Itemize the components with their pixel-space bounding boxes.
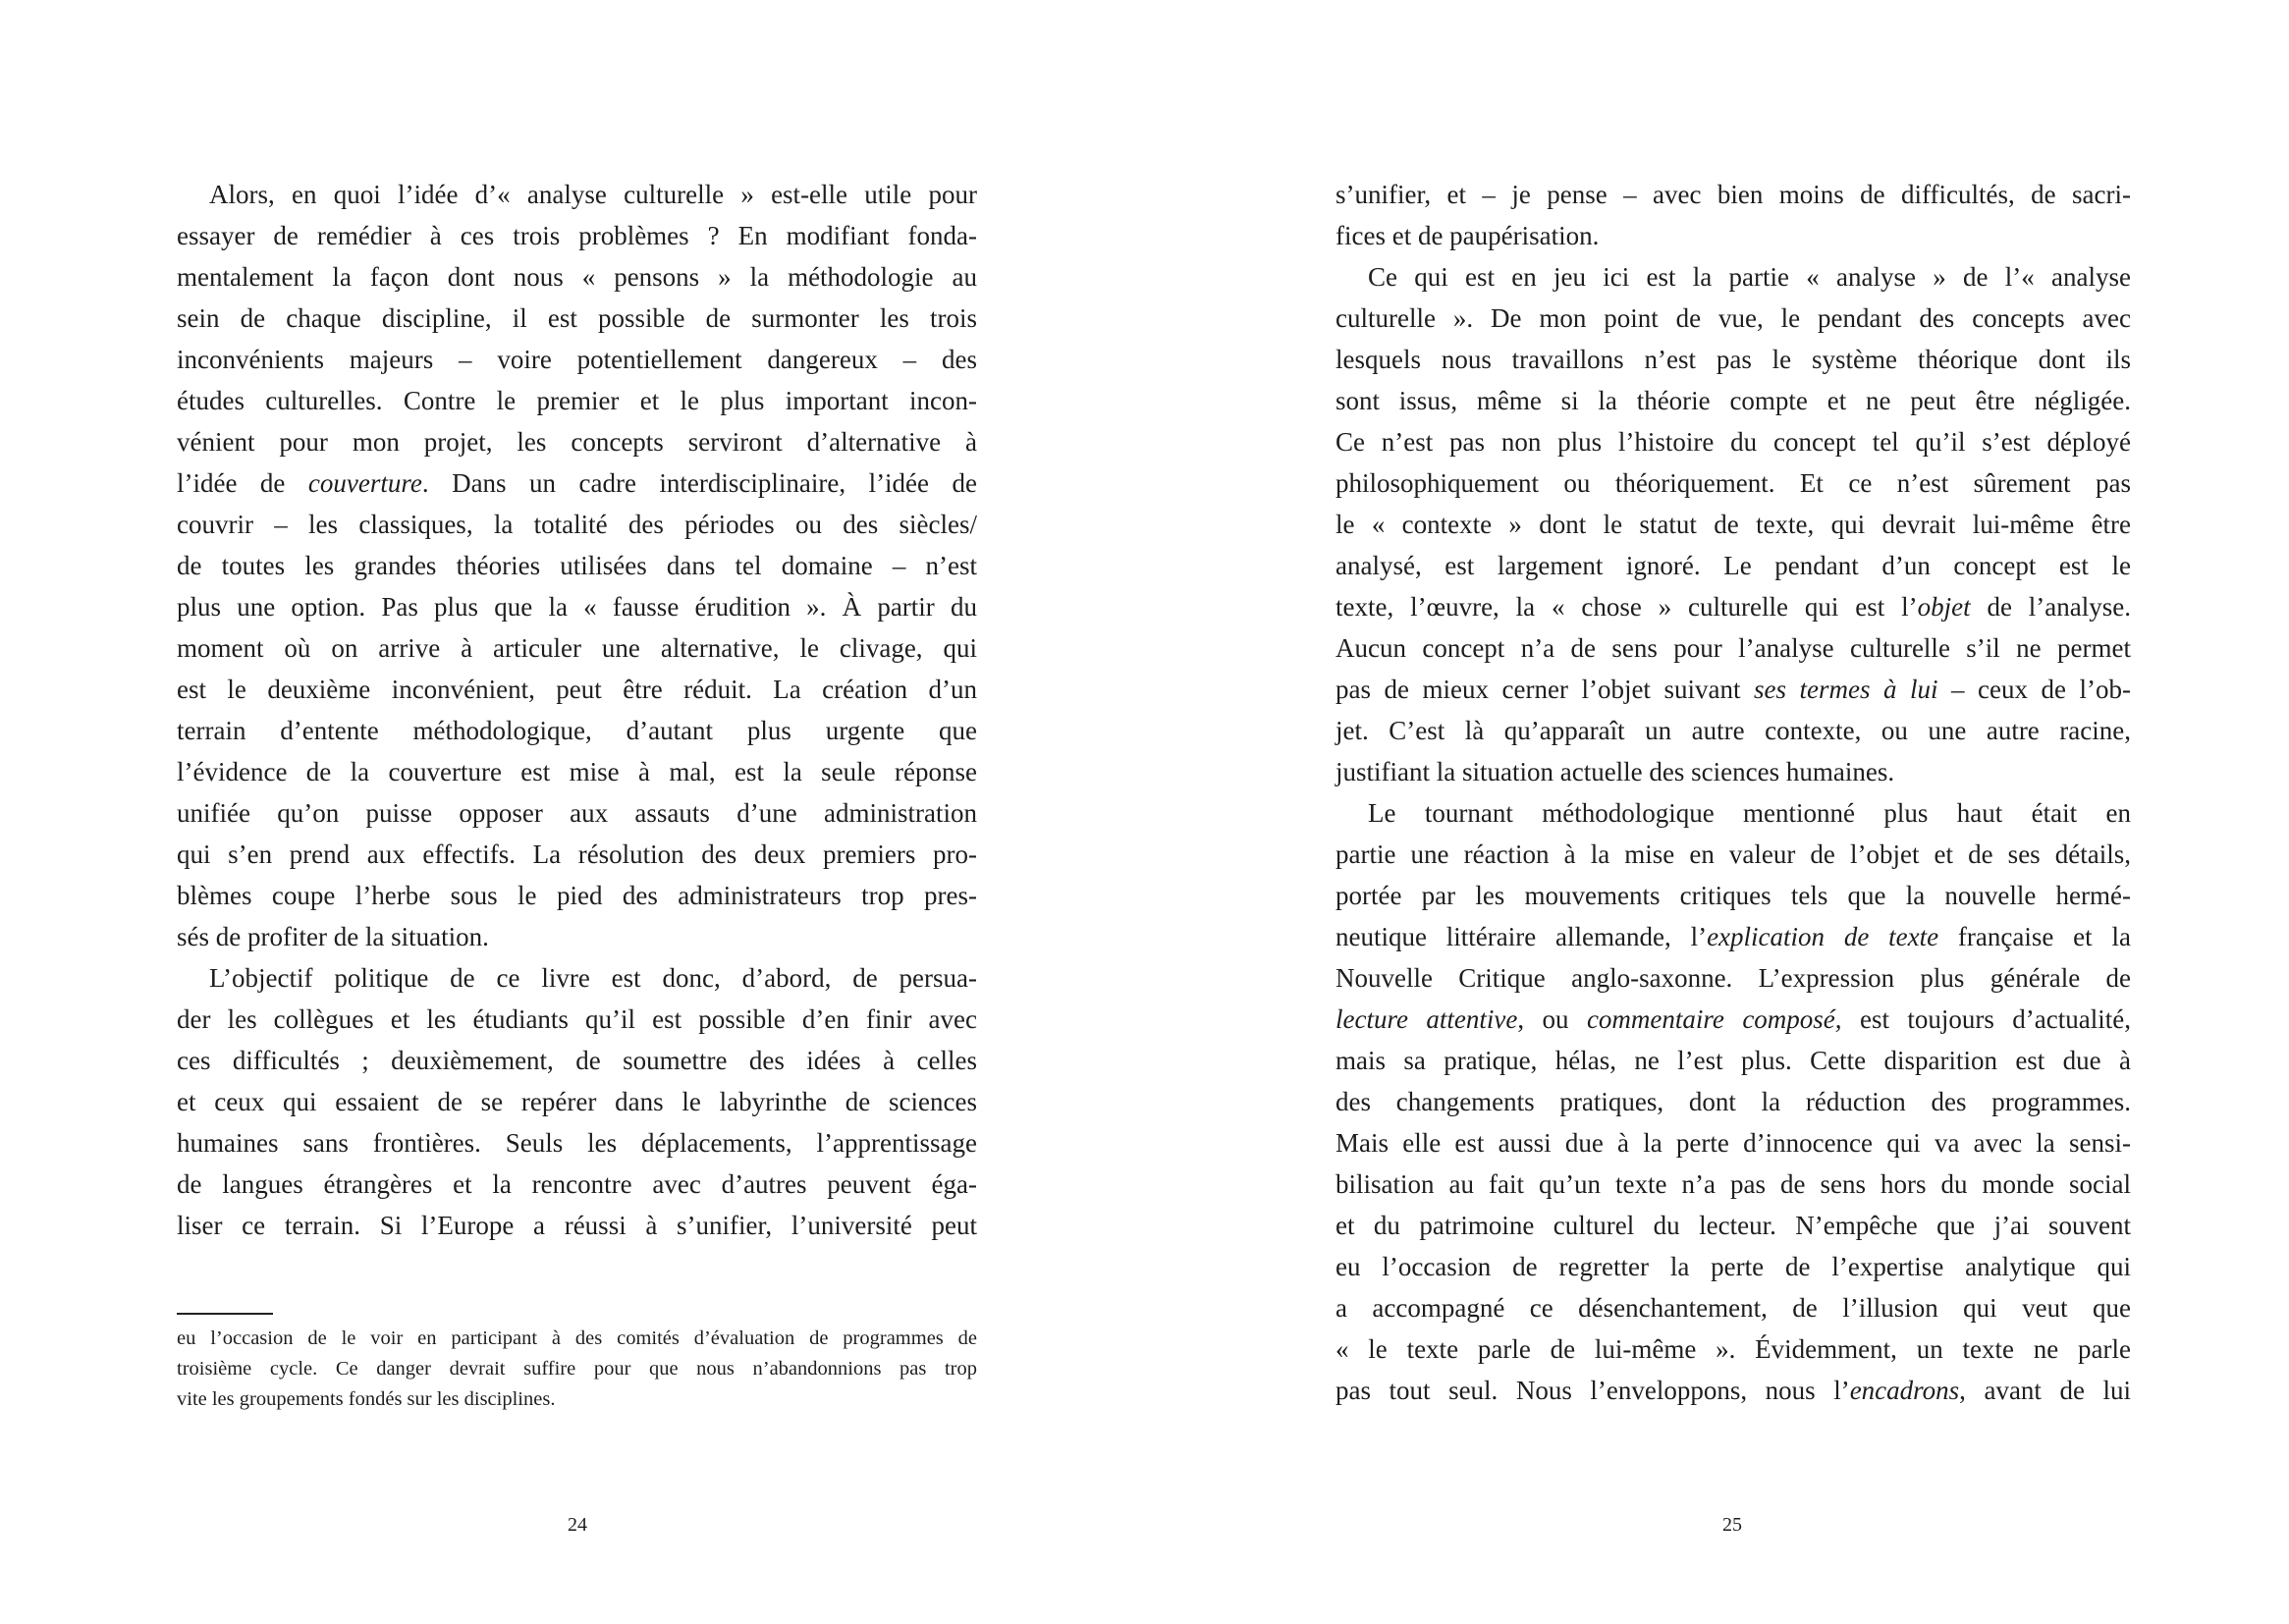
text-segment: de l’analyse.	[1970, 592, 2132, 622]
text-line	[1335, 256, 2131, 298]
text-segment: est le deuxième inconvénient, peut être réduit. La création d’un	[177, 675, 977, 704]
text-line	[1335, 1122, 2131, 1164]
text-segment: moment où on arrive à articuler une alternative, le clivage, qui	[177, 633, 977, 663]
text-line	[177, 545, 977, 586]
italic-text-segment: explication de texte	[1707, 922, 1939, 951]
text-line	[177, 875, 977, 916]
text-line	[1335, 1164, 2131, 1205]
text-line	[177, 174, 977, 215]
text-segment: bilisation au fait qu’un texte n’a pas de sens hors du monde social	[1335, 1169, 2131, 1199]
text-line	[1335, 1328, 2131, 1370]
text-segment: terrain d’entente méthodologique, d’autant plus urgente que	[177, 716, 977, 745]
page-number-left: 24	[568, 1514, 587, 1536]
text-line	[177, 751, 977, 792]
footnote-line: eu l’occasion de le voir en participant à des comités d’évaluation de programmes de	[177, 1327, 977, 1349]
text-segment: est toujours d’actualité,	[1841, 1004, 2131, 1034]
text-line	[1335, 1040, 2131, 1081]
text-segment: sont issus, même si la théorie compte et ne peut être négligée.	[1335, 386, 2131, 415]
text-segment: blèmes coupe l’herbe sous le pied des administrateurs trop pres-	[177, 881, 977, 910]
right-page-body	[1335, 174, 2131, 1411]
text-line	[1335, 545, 2131, 586]
text-line	[177, 1081, 977, 1122]
text-segment: justifiant la situation actuelle des sciences humaines.	[1335, 757, 1895, 786]
text-line	[1335, 710, 2131, 751]
text-segment: lesquels nous travaillons n’est pas le système théorique dont ils	[1335, 345, 2131, 374]
text-line	[1335, 957, 2131, 999]
text-segment: neutique littéraire allemande, l’	[1335, 922, 1708, 951]
text-segment: le « contexte » dont le statut de texte, qui devrait lui-même être	[1335, 510, 2131, 539]
text-segment: L’objectif politique de ce livre est donc, d’abord, de persua-	[209, 963, 977, 993]
text-segment: études culturelles. Contre le premier et le plus important incon-	[177, 386, 977, 415]
footnote-line: vite les groupements fondés sur les disciplines.	[177, 1388, 556, 1410]
text-line	[177, 792, 977, 834]
text-line	[1335, 1287, 2131, 1328]
text-segment: et ceux qui essaient de se repérer dans le labyrinthe de sciences	[177, 1087, 977, 1116]
text-line	[1335, 875, 2131, 916]
text-line	[177, 627, 977, 669]
text-segment: , ou	[1517, 1004, 1587, 1034]
text-line	[177, 834, 977, 875]
text-segment: Alors, en quoi l’idée d’« analyse culturelle » est-elle utile pour	[209, 180, 977, 209]
text-segment: mentalement la façon dont nous « pensons » la méthodologie au	[177, 262, 977, 292]
text-segment: l’évidence de la couverture est mise à mal, est la seule réponse	[177, 757, 977, 786]
text-line	[1335, 792, 2131, 834]
text-line	[1335, 999, 2131, 1040]
text-segment: sés de profiter de la situation.	[177, 922, 489, 951]
text-segment: Mais elle est aussi due à la perte d’innocence qui va avec la sensi-	[1335, 1128, 2131, 1158]
text-line	[1335, 586, 2131, 627]
text-line	[177, 669, 977, 710]
text-line	[1335, 916, 2131, 957]
text-line	[1335, 669, 2131, 710]
page-number-right: 25	[1722, 1514, 1742, 1536]
text-line	[177, 710, 977, 751]
italic-text-segment: lecture attentive	[1335, 1004, 1518, 1034]
text-segment: inconvénients majeurs – voire potentiellement dangereux – des	[177, 345, 977, 374]
italic-text-segment: commentaire composé,	[1586, 1004, 1842, 1034]
text-line	[177, 215, 977, 256]
text-line	[177, 1205, 977, 1246]
text-segment: pas de mieux cerner l’objet suivant	[1335, 675, 1754, 704]
text-segment: de toutes les grandes théories utilisées dans tel domaine – n’est	[177, 551, 977, 580]
text-segment: sein de chaque discipline, il est possible de surmonter les trois	[177, 303, 977, 333]
text-line	[177, 1164, 977, 1205]
text-line	[177, 1122, 977, 1164]
text-segment: Nouvelle Critique anglo-saxonne. L’expression plus générale de	[1335, 963, 2131, 993]
text-segment: – ceux de l’ob-	[1937, 675, 2131, 704]
footnote-line: troisième cycle. Ce danger devrait suffire pour que nous n’abandonnions pas trop	[177, 1358, 977, 1380]
text-segment: humaines sans frontières. Seuls les déplacements, l’apprentissage	[177, 1128, 977, 1158]
text-segment: pas tout seul. Nous l’enveloppons, nous l’	[1335, 1376, 1850, 1405]
text-line	[177, 380, 977, 421]
text-segment: Ce qui est en jeu ici est la partie « analyse » de l’« analyse	[1368, 262, 2131, 292]
text-line	[177, 339, 977, 380]
footnote-separator	[177, 1313, 273, 1315]
text-line	[1335, 504, 2131, 545]
text-segment: l’idée de	[177, 468, 308, 498]
text-line	[1335, 834, 2131, 875]
italic-text-segment: objet	[1917, 592, 1971, 622]
italic-text-segment: couverture	[307, 468, 422, 498]
text-segment: der les collègues et les étudiants qu’il est possible d’en finir avec	[177, 1004, 977, 1034]
text-line	[1335, 298, 2131, 339]
text-line	[1335, 215, 2131, 256]
text-line	[1335, 1246, 2131, 1287]
text-segment: unifiée qu’on puisse opposer aux assauts d’une administration	[177, 798, 977, 828]
text-segment: « le texte parle de lui-même ». Évidemment, un texte ne parle	[1335, 1334, 2131, 1364]
text-segment: essayer de remédier à ces trois problèmes ? En modifiant fonda-	[177, 221, 977, 250]
text-segment: analysé, est largement ignoré. Le pendant d’un concept est le	[1335, 551, 2131, 580]
left-page-body	[177, 174, 977, 1246]
text-line	[1335, 1370, 2131, 1411]
text-line	[177, 462, 977, 504]
text-line	[177, 256, 977, 298]
text-line	[177, 504, 977, 545]
text-segment: française et la	[1938, 922, 2131, 951]
text-line	[1335, 339, 2131, 380]
text-line	[177, 957, 977, 999]
text-segment: culturelle ». De mon point de vue, le pendant des concepts avec	[1335, 303, 2131, 333]
text-segment: partie une réaction à la mise en valeur de l’objet et de ses détails,	[1335, 839, 2131, 869]
text-line	[1335, 1205, 2131, 1246]
text-line	[177, 298, 977, 339]
italic-text-segment: ses termes à lui	[1753, 675, 1938, 704]
text-line	[177, 999, 977, 1040]
text-segment: portée par les mouvements critiques tels que la nouvelle hermé-	[1335, 881, 2131, 910]
text-segment: Le tournant méthodologique mentionné plus haut était en	[1368, 798, 2131, 828]
text-segment: mais sa pratique, hélas, ne l’est plus. Cette disparition est due à	[1335, 1046, 2131, 1075]
italic-text-segment: encadrons	[1849, 1376, 1960, 1405]
text-segment: fices et de paupérisation.	[1335, 221, 1600, 250]
footnote	[177, 1324, 977, 1415]
text-line	[177, 1040, 977, 1081]
text-line	[177, 421, 977, 462]
text-line	[1335, 380, 2131, 421]
text-segment: a accompagné ce désenchantement, de l’illusion qui veut que	[1335, 1293, 2131, 1323]
text-segment: Aucun concept n’a de sens pour l’analyse culturelle s’il ne permet	[1335, 633, 2131, 663]
text-segment: Ce n’est pas non plus l’histoire du concept tel qu’il s’est déployé	[1335, 427, 2131, 457]
text-line	[1335, 462, 2131, 504]
text-segment: , avant de lui	[1959, 1376, 2131, 1405]
text-segment: s’unifier, et – je pense – avec bien moins de difficultés, de sacri-	[1335, 180, 2131, 209]
text-segment: texte, l’œuvre, la « chose » culturelle qui est l’	[1335, 592, 1918, 622]
text-segment: philosophiquement ou théoriquement. Et ce n’est sûrement pas	[1335, 468, 2131, 498]
text-line	[177, 916, 977, 957]
text-line	[1335, 1081, 2131, 1122]
text-segment: de langues étrangères et la rencontre avec d’autres peuvent éga-	[177, 1169, 977, 1199]
text-segment: eu l’occasion de regretter la perte de l’expertise analytique qui	[1335, 1252, 2131, 1281]
text-line	[1335, 627, 2131, 669]
text-line	[177, 586, 977, 627]
text-line	[1335, 174, 2131, 215]
text-segment: vénient pour mon projet, les concepts serviront d’alternative à	[177, 427, 977, 457]
text-segment: ces difficultés ; deuxièmement, de soumettre des idées à celles	[177, 1046, 977, 1075]
text-segment: jet. C’est là qu’apparaît un autre contexte, ou une autre racine,	[1335, 716, 2131, 745]
text-segment: et du patrimoine culturel du lecteur. N’empêche que j’ai souvent	[1335, 1211, 2131, 1240]
text-segment: . Dans un cadre interdisciplinaire, l’idée de	[421, 468, 977, 498]
text-segment: des changements pratiques, dont la réduction des programmes.	[1335, 1087, 2131, 1116]
text-segment: liser ce terrain. Si l’Europe a réussi à s’unifier, l’université peut	[177, 1211, 977, 1240]
text-segment: qui s’en prend aux effectifs. La résolution des deux premiers pro-	[177, 839, 977, 869]
text-line	[1335, 751, 2131, 792]
text-segment: plus une option. Pas plus que la « fausse érudition ». À partir du	[177, 592, 977, 622]
text-segment: couvrir – les classiques, la totalité des périodes ou des siècles/	[177, 510, 977, 539]
text-line	[1335, 421, 2131, 462]
